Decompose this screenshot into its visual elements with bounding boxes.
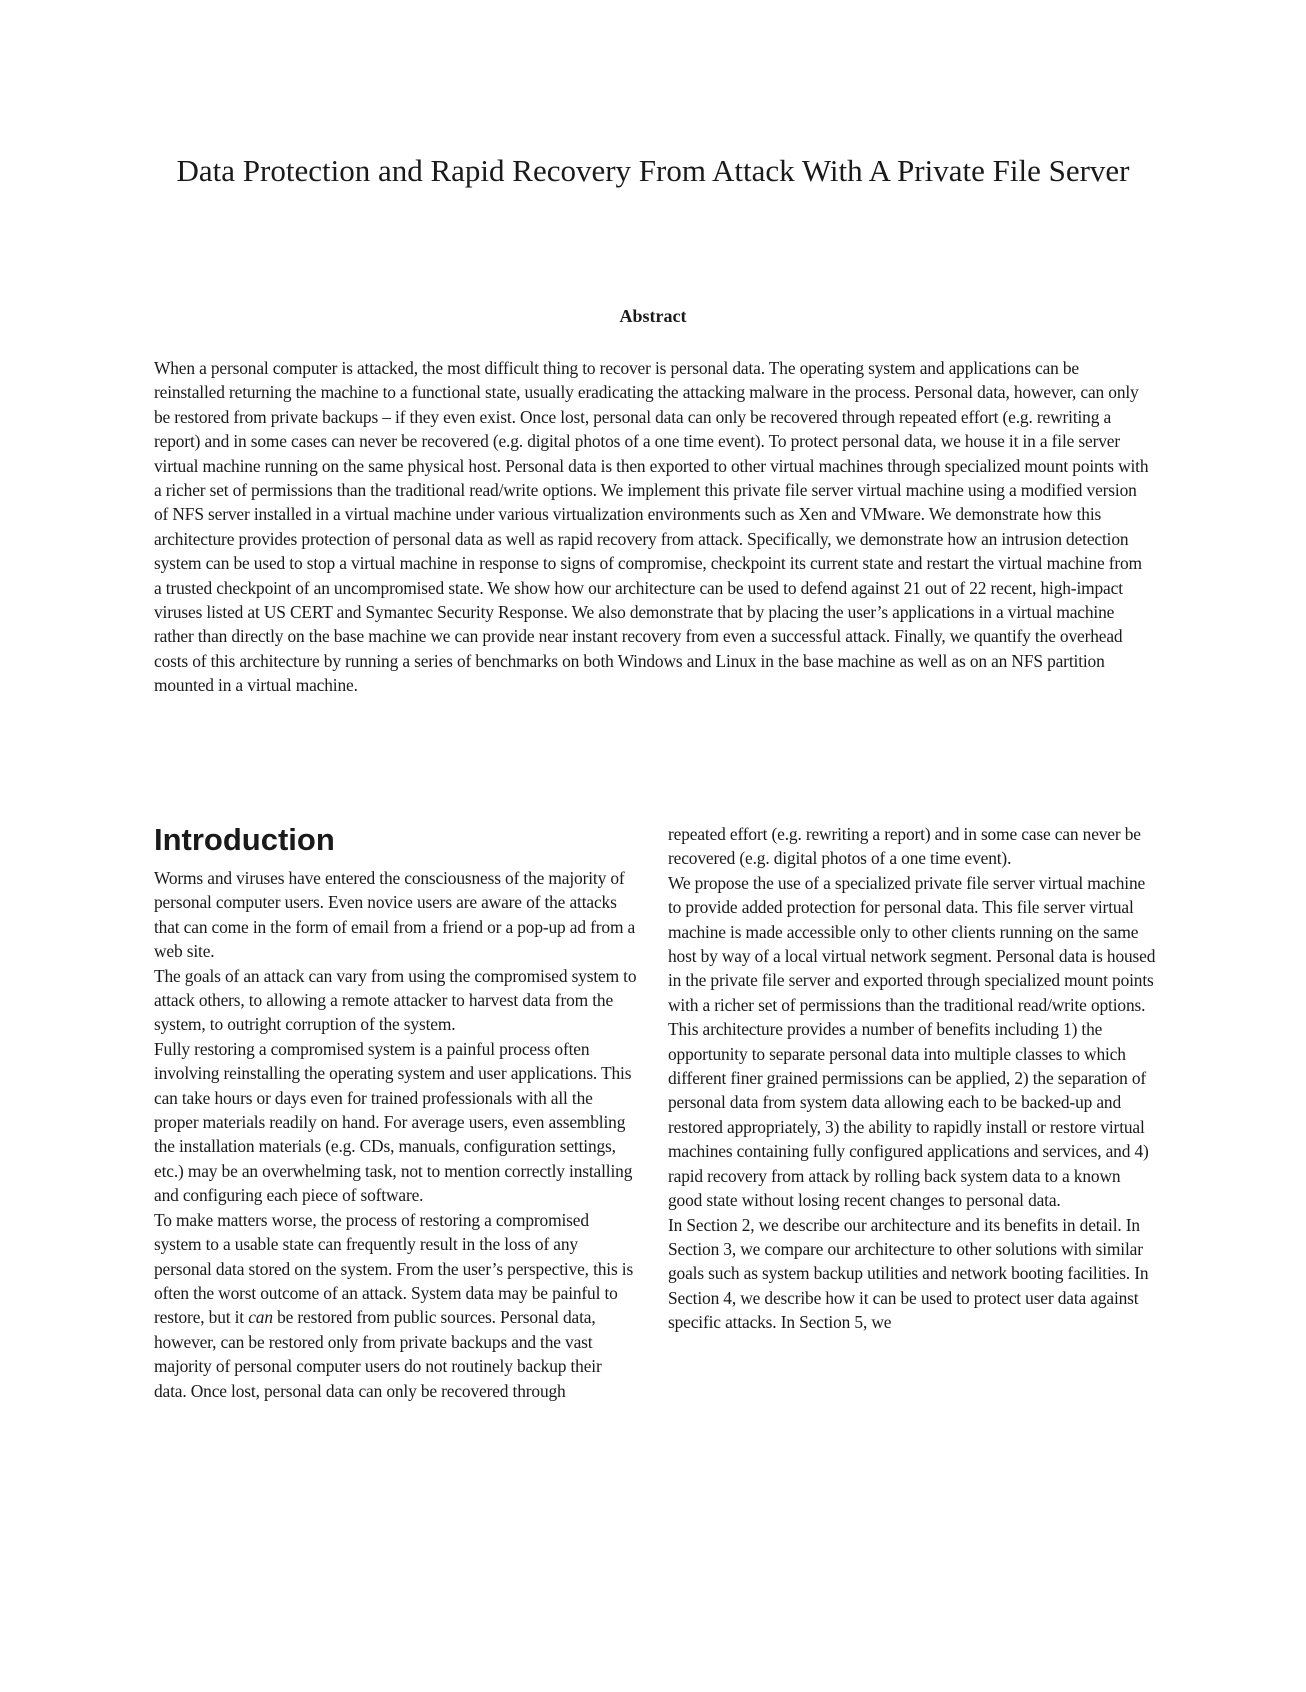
paragraph: repeated effort (e.g. rewriting a report) and in some case can never be recovered (e.g. digital photos of a one time event). <box>668 824 1141 869</box>
paragraph: In Section 2, we describe our architecture and its benefits in detail. In Section 3, we compare our architecture to other solutions with similar goals such as system backup utilities and network booting facilities. In Section 4, we describe how it can be used to protect user data against specific attacks. In Section 5, we <box>668 1214 1149 1333</box>
abstract-text: When a personal computer is attacked, the most difficult thing to recover is personal data. The operating system and applications can be reinstalled returning the machine to a functional state, usually eradicating the attacking malware in the process. Personal data, however, can only be restored from private backups – if they even exist. Once lost, personal data can only be recovered through repeated effort (e.g. rewriting a report) and in some cases can never be recovered (e.g. digital photos of a one time event). To protect personal data, we house it in a file server virtual machine running on the same physical host. Personal data is then exported to other virtual machines through specialized mount points with a richer set of permissions than the traditional read/write options. We implement this private file server virtual machine using a modified version of NFS server installed in a virtual machine under various virtualization environments such as Xen and VMware. We demonstrate how this architecture provides protection of personal data as well as rapid recovery from attack. Specifically, we demonstrate how an intrusion detection system can be used to stop a virtual machine in response to signs of compromise, checkpoint its current state and restart the virtual machine from a trusted checkpoint of an uncompromised state. We show how our architecture can be used to defend against 21 out of 22 recent, high-impact viruses listed at US CERT and Symantec Security Response. We also demonstrate that by placing the user’s applications in a virtual machine rather than directly on the base machine we can provide near instant recovery from even a successful attack. Finally, we quantify the overhead costs of this architecture by running a series of benchmarks on both Windows and Linux in the base machine as well as on an NFS partition mounted in a virtual machine. <box>154 358 1149 696</box>
paragraph: Fully restoring a compromised system is a painful process often involving reinstalling the operating system and user applications. This can take hours or days even for trained professionals with all the proper materials readily on hand. For average users, even assembling the installation materials (e.g. CDs, manuals, configuration settings, etc.) may be an overwhelming task, not to mention correctly installing and configuring each piece of software. <box>154 1038 633 1206</box>
text-span: be restored from public sources. Personal data, however, can be restored only from private backups and the vast majority of personal computer users do not routinely backup their data. Once lost, personal data can only be recovered through <box>154 1307 602 1401</box>
paragraph <box>154 1208 638 1403</box>
left-column <box>154 866 638 1403</box>
introduction-heading: Introduction <box>154 822 335 857</box>
text-span: To make matters worse, the process of restoring a compromised system to a usable state can frequently result in the loss of any personal data stored on the system. From the user’s perspective, this is often the worst outcome of an attack. System data may be painful to restore, but it <box>154 1209 634 1328</box>
abstract-heading: Abstract <box>619 306 687 326</box>
paper-title: Data Protection and Rapid Recovery From Attack With A Private File Server <box>176 153 1130 188</box>
emphasis-text: can <box>248 1307 273 1328</box>
paragraph: The goals of an attack can vary from using the compromised system to attack others, to allowing a remote attacker to harvest data from the system, to outright corruption of the system. <box>154 965 637 1035</box>
right-column <box>668 822 1158 1335</box>
paragraph: We propose the use of a specialized private file server virtual machine to provide added protection for personal data. This file server virtual machine is made accessible only to other clients running on the same host by way of a local virtual network segment. Personal data is housed in the private file server and exported through specialized mount points with a richer set of permissions than the traditional read/write options. This architecture provides a number of benefits including 1) the opportunity to separate personal data into multiple classes to which different finer grained permissions can be applied, 2) the separation of personal data from system data allowing each to be backed-up and restored appropriately, 3) the ability to rapidly install or restore virtual machines containing fully configured applications and services, and 4) rapid recovery from attack by rolling back system data to a known good state without losing recent changes to personal data. <box>668 872 1156 1211</box>
paragraph: Worms and viruses have entered the consciousness of the majority of personal computer users. Even novice users are aware of the attacks that can come in the form of email from a friend or a pop-up ad from a web site. <box>154 868 636 962</box>
